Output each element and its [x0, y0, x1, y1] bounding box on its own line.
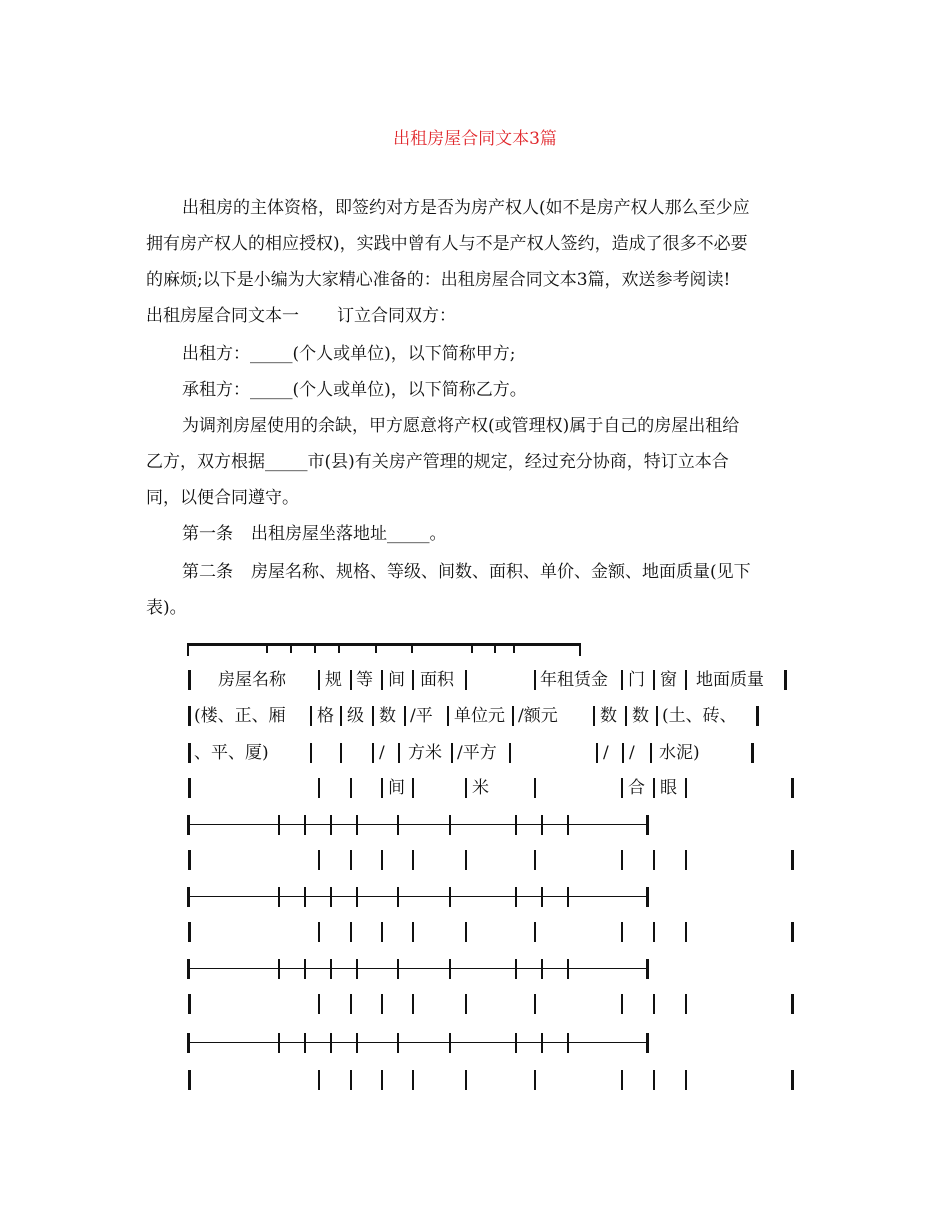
- separator-rule: [189, 968, 647, 969]
- intro-line-2: 拥有房产权人的相应授权)，实践中曾有人与不是产权人签约，造成了很多不必要: [146, 234, 748, 254]
- cell-border: [447, 706, 449, 726]
- separator-tick: [330, 959, 332, 979]
- hdr3-sqm: 方米: [408, 743, 442, 763]
- separator-tick: [449, 1033, 451, 1053]
- separator-tick: [567, 1033, 569, 1053]
- cell-border: [372, 706, 374, 726]
- cell-border: [465, 778, 467, 798]
- row-border: [653, 994, 655, 1014]
- row-border: [381, 850, 383, 870]
- hdr-window: 窗: [660, 670, 677, 690]
- row-border: [188, 850, 191, 870]
- row-border: [318, 922, 320, 942]
- hdr2-amount-yuan: /额元: [518, 706, 558, 726]
- cell-border: [791, 778, 794, 798]
- cell-border: [381, 670, 383, 690]
- separator-tick: [541, 1033, 543, 1053]
- article-1-label: 第一条: [182, 524, 233, 544]
- cell-border: [188, 670, 191, 690]
- hdr-annual-rent: 年租赁金: [540, 670, 608, 690]
- row-border: [381, 994, 383, 1014]
- separator-tick: [567, 815, 569, 835]
- article-1-text: 出租房屋坐落地址_____。: [251, 524, 447, 544]
- cell-border: [188, 778, 191, 798]
- hdr2-door-count: 数: [600, 706, 617, 726]
- row-border: [412, 922, 414, 942]
- separator-rule: [189, 896, 647, 897]
- tick: [494, 643, 496, 653]
- tick: [471, 643, 473, 653]
- separator-tick: [397, 815, 399, 835]
- cell-border: [622, 743, 624, 763]
- cell-border: [534, 778, 536, 798]
- lessor-line: 出租方：_____(个人或单位)，以下简称甲方;: [182, 344, 516, 364]
- purpose-line-2: 乙方，双方根据_____市(县)有关房产管理的规定，经过充分协商，特订立本合: [146, 452, 729, 472]
- cell-border: [621, 778, 623, 798]
- document-title: 出租房屋合同文本3篇: [393, 129, 557, 149]
- row-border: [534, 1070, 536, 1090]
- row-border: [791, 994, 794, 1014]
- row-border: [653, 850, 655, 870]
- row-border: [188, 922, 191, 942]
- hdr4-jian: 间: [388, 778, 405, 798]
- row-border: [412, 1070, 414, 1090]
- row-border: [791, 850, 794, 870]
- separator-tick: [356, 887, 358, 907]
- intro-line-3: 的麻烦;以下是小编为大家精心准备的：出租房屋合同文本3篇，欢送参考阅读!: [146, 270, 731, 290]
- row-border: [621, 994, 623, 1014]
- separator-tick: [356, 815, 358, 835]
- row-border: [318, 994, 320, 1014]
- row-border: [412, 994, 414, 1014]
- tick: [290, 643, 292, 653]
- hdr-floor-quality: 地面质量: [696, 670, 764, 690]
- cell-border: [685, 670, 687, 690]
- row-border: [465, 1070, 467, 1090]
- separator-tick: [304, 815, 306, 835]
- hdr2-window-count: 数: [632, 706, 649, 726]
- tick: [314, 643, 316, 653]
- cell-border: [465, 670, 467, 690]
- cell-border: [621, 670, 623, 690]
- separator-tick: [356, 1033, 358, 1053]
- cell-border: [381, 778, 383, 798]
- hdr2-unit-yuan: 单位元: [454, 706, 505, 726]
- cell-border: [650, 743, 652, 763]
- cell-border: [310, 743, 312, 763]
- row-border: [534, 922, 536, 942]
- separator-tick: [397, 887, 399, 907]
- row-border: [465, 922, 467, 942]
- separator-tick: [304, 959, 306, 979]
- hdr3-slash-3: /: [629, 743, 635, 763]
- row-border: [188, 994, 191, 1014]
- row-border: [685, 1070, 687, 1090]
- cell-border: [350, 670, 352, 690]
- row-border: [653, 1070, 655, 1090]
- cell-border: [188, 743, 191, 763]
- cell-border: [596, 743, 598, 763]
- row-border: [318, 850, 320, 870]
- separator-tick: [330, 815, 332, 835]
- row-border: [412, 850, 414, 870]
- hdr2-ji: 级: [347, 706, 364, 726]
- row-border: [465, 850, 467, 870]
- hdr2-floor-material: (土、砖、: [662, 706, 737, 726]
- separator-tick: [515, 887, 517, 907]
- row-border: [621, 850, 623, 870]
- cell-border: [318, 670, 320, 690]
- tick: [513, 643, 515, 653]
- row-border: [685, 922, 687, 942]
- tick: [579, 643, 581, 656]
- cell-border: [412, 670, 414, 690]
- row-border: [381, 1070, 383, 1090]
- tick: [266, 643, 268, 653]
- separator-tick: [515, 815, 517, 835]
- cell-border: [404, 706, 406, 726]
- separator-tick: [304, 1033, 306, 1053]
- purpose-line-1: 为调剂房屋使用的余缺，甲方愿意将产权(或管理权)属于自己的房屋出租给: [182, 416, 740, 436]
- hdr4-mi: 米: [472, 778, 489, 798]
- row-border: [350, 1070, 352, 1090]
- section-heading: 出租房屋合同文本一: [146, 306, 299, 326]
- separator-tick: [278, 1033, 280, 1053]
- hdr3-slash-2: /: [603, 743, 609, 763]
- hdr-door: 门: [628, 670, 645, 690]
- cell-border: [625, 706, 627, 726]
- row-border: [621, 922, 623, 942]
- hdr4-he: 合: [628, 778, 645, 798]
- lessee-line: 承租方：_____(个人或单位)，以下简称乙方。: [182, 380, 527, 400]
- separator-tick: [449, 959, 451, 979]
- separator-tick: [304, 887, 306, 907]
- cell-border: [340, 706, 342, 726]
- hdr2-building-type: (楼、正、厢: [194, 706, 286, 726]
- separator-tick: [541, 959, 543, 979]
- cell-border: [656, 706, 658, 726]
- row-border: [381, 922, 383, 942]
- hdr3-per-sq: /平方: [457, 743, 497, 763]
- separator-tick: [515, 959, 517, 979]
- cell-border: [653, 670, 655, 690]
- separator-end: [187, 815, 190, 835]
- row-border: [534, 850, 536, 870]
- cell-border: [318, 778, 320, 798]
- hdr2-shu: 数: [379, 706, 396, 726]
- hdr3-slash-1: /: [379, 743, 385, 763]
- row-border: [465, 994, 467, 1014]
- row-border: [350, 922, 352, 942]
- separator-tick: [449, 887, 451, 907]
- row-border: [791, 1070, 794, 1090]
- separator-tick: [541, 815, 543, 835]
- cell-border: [653, 778, 655, 798]
- separator-end: [646, 815, 649, 835]
- row-border: [534, 994, 536, 1014]
- separator-tick: [515, 1033, 517, 1053]
- separator-tick: [397, 1033, 399, 1053]
- tick: [187, 643, 189, 656]
- hdr4-yan: 眼: [660, 778, 677, 798]
- hdr3-building-type: 、平、厦): [194, 743, 269, 763]
- hdr2-per-sqm: /平: [410, 706, 433, 726]
- hdr3-cement: 水泥): [659, 743, 700, 763]
- cell-border: [372, 743, 374, 763]
- row-border: [188, 1070, 191, 1090]
- separator-end: [646, 1033, 649, 1053]
- row-border: [318, 1070, 320, 1090]
- cell-border: [784, 670, 787, 690]
- separator-tick: [356, 959, 358, 979]
- row-border: [621, 1070, 623, 1090]
- hdr-spec: 规: [325, 670, 342, 690]
- cell-border: [412, 778, 414, 798]
- article-2-text-cont: 表)。: [146, 598, 187, 618]
- cell-border: [340, 743, 342, 763]
- row-border: [685, 994, 687, 1014]
- row-border: [350, 850, 352, 870]
- separator-tick: [567, 959, 569, 979]
- row-border: [685, 850, 687, 870]
- cell-border: [593, 706, 595, 726]
- cell-border: [451, 743, 453, 763]
- section-subheading: 订立合同双方：: [337, 306, 456, 326]
- tick: [338, 643, 340, 653]
- hdr2-ge: 格: [317, 706, 334, 726]
- cell-border: [685, 778, 687, 798]
- separator-tick: [278, 887, 280, 907]
- cell-border: [188, 706, 191, 726]
- separator-tick: [278, 815, 280, 835]
- separator-tick: [449, 815, 451, 835]
- separator-end: [187, 887, 190, 907]
- cell-border: [310, 706, 312, 726]
- purpose-line-3: 同，以便合同遵守。: [146, 488, 299, 508]
- separator-tick: [541, 887, 543, 907]
- separator-rule: [189, 1042, 647, 1043]
- separator-tick: [278, 959, 280, 979]
- cell-border: [751, 743, 754, 763]
- separator-rule: [189, 824, 647, 825]
- cell-border: [398, 743, 400, 763]
- hdr-room-name: 房屋名称: [218, 670, 286, 690]
- article-2-text: 房屋名称、规格、等级、间数、面积、单价、金额、地面质量(见下: [251, 562, 751, 582]
- cell-border: [512, 706, 514, 726]
- separator-end: [187, 959, 190, 979]
- article-2-label: 第二条: [182, 562, 233, 582]
- cell-border: [509, 743, 511, 763]
- table-top-rule: [187, 643, 581, 646]
- tick: [411, 643, 413, 653]
- hdr-rooms: 间: [388, 670, 405, 690]
- row-border: [791, 922, 794, 942]
- separator-tick: [330, 1033, 332, 1053]
- tick: [375, 643, 377, 653]
- separator-tick: [567, 887, 569, 907]
- separator-end: [646, 959, 649, 979]
- hdr-area: 面积: [420, 670, 454, 690]
- row-border: [653, 922, 655, 942]
- intro-line-1: 出租房的主体资格，即签约对方是否为房产权人(如不是房产权人那么至少应: [182, 198, 750, 218]
- row-border: [350, 994, 352, 1014]
- separator-tick: [330, 887, 332, 907]
- separator-end: [646, 887, 649, 907]
- cell-border: [350, 778, 352, 798]
- cell-border: [534, 670, 536, 690]
- separator-tick: [397, 959, 399, 979]
- separator-end: [187, 1033, 190, 1053]
- hdr-grade: 等: [356, 670, 373, 690]
- cell-border: [756, 706, 759, 726]
